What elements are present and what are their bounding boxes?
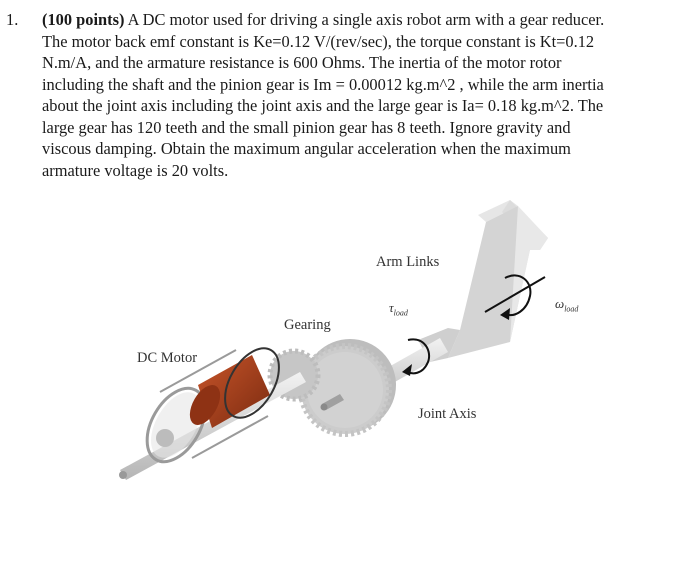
omega-load-symbol: $\omega_{load}$ bbox=[555, 296, 579, 314]
problem-number: 1. bbox=[6, 10, 19, 29]
problem-line-6: large gear has 120 teeth and the small pinion gear has 8 teeth. Ignore gravity and bbox=[42, 117, 571, 137]
diagram-illustration bbox=[0, 190, 700, 490]
arm-links-shape bbox=[418, 200, 548, 362]
problem-line-5: about the joint axis including the joint axis and the large gear is Ia= 0.18 kg.m^2. The bbox=[42, 96, 604, 115]
problem-text bbox=[42, 9, 694, 181]
joint-axis-label: Joint Axis bbox=[418, 406, 477, 422]
dc-motor-label: DC Motor bbox=[137, 350, 198, 366]
problem-line-8: armature voltage is 20 volts. bbox=[42, 160, 229, 180]
tau-load-symbol: $\tau_{load}$ bbox=[389, 300, 408, 318]
robot-arm-diagram bbox=[0, 190, 700, 490]
gearing-label: Gearing bbox=[284, 317, 331, 333]
problem-line-1: (100 points) A DC motor used for driving a single axis robot arm with a gear reducer. bbox=[42, 10, 605, 29]
problem-line-2: The motor back emf constant is Ke=0.12 V/(rev/sec), the torque constant is Kt=0.12 bbox=[42, 31, 595, 51]
problem-line-3: N.m/A, and the armature resistance is 600 Ohms. The inertia of the motor rotor bbox=[42, 53, 562, 72]
problem-line-7: viscous damping. Obtain the maximum angular acceleration when the maximum bbox=[42, 139, 571, 158]
problem-line-4: including the shaft and the pinion gear is Im = 0.00012 kg.m^2 , while the arm inertia bbox=[42, 74, 604, 94]
arm-links-label: Arm Links bbox=[376, 254, 440, 270]
points-label: (100 points) bbox=[42, 10, 125, 29]
large-gear-shape bbox=[301, 339, 396, 434]
